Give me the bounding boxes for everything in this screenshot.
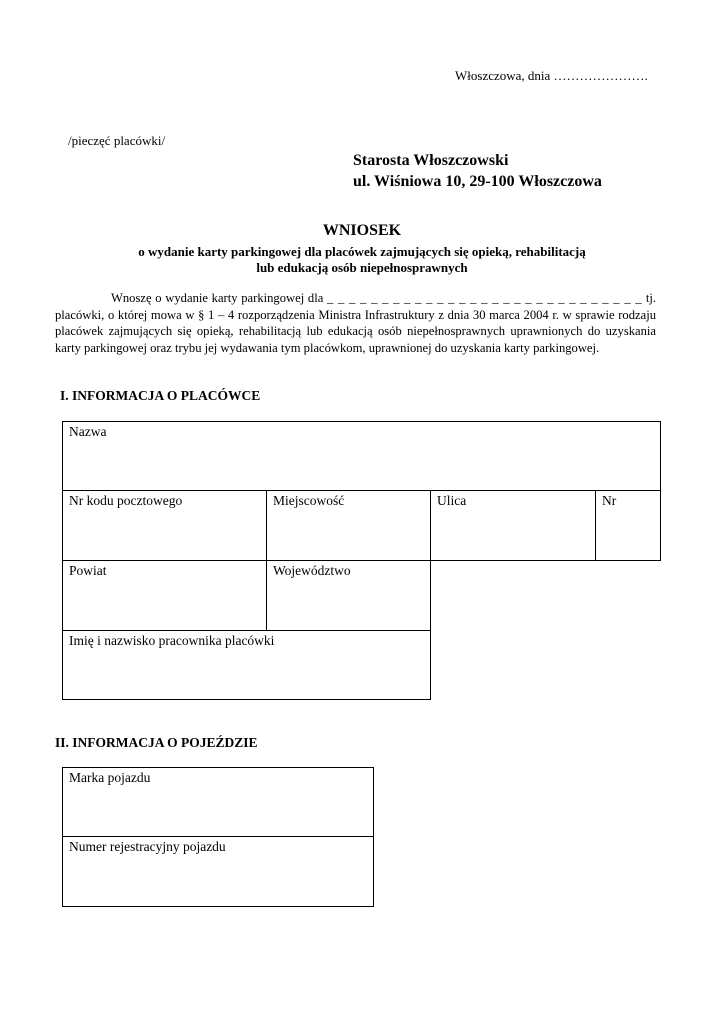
- request-legal-basis: tj. placówki, o której mowa w § 1 – 4 rozporządzenia Ministra Infrastruktury z dnia 30 marca 2004 r. w sprawie rodzaju placówek zajmujących się opieką, rehabilitacją lub edukacją osób niepełnosprawnych uprawnionych do uzyskania karty parkingowej oraz trybu jej wydawania tym placówkom, uprawnionej do uzyskania karty parkingowej.: [55, 291, 656, 355]
- request-lead: Wnoszę o wydanie karty parkingowej dla: [111, 291, 324, 305]
- employee-name-label: Imię i nazwisko pracownika placówki: [69, 633, 275, 648]
- postal-code-label: Nr kodu pocztowego: [69, 493, 183, 508]
- addressee: [353, 150, 602, 192]
- date-line: Włoszczowa, dnia ………………….: [455, 68, 648, 83]
- town-field[interactable]: [266, 490, 431, 561]
- county-label: Powiat: [69, 563, 107, 578]
- vehicle-make-field[interactable]: [62, 767, 374, 837]
- subtitle-line-2: lub edukacją osób niepełnosprawnych: [256, 260, 468, 275]
- section-facility-heading: I. INFORMACJA O PLACÓWCE: [60, 388, 261, 403]
- postal-code-field[interactable]: [62, 490, 267, 561]
- voivodeship-label: Województwo: [273, 563, 351, 578]
- addressee-name: Starosta Włoszczowski: [353, 152, 509, 169]
- street-label: Ulica: [437, 493, 467, 508]
- facility-name-field[interactable]: [62, 421, 661, 491]
- addressee-address: ul. Wiśniowa 10, 29-100 Włoszczowa: [353, 173, 602, 190]
- street-field[interactable]: [430, 490, 596, 561]
- facility-name-blank[interactable]: _ _ _ _ _ _ _ _ _ _ _ _ _ _ _ _ _ _ _ _ _ _ _ _ _ _ _ _ _: [327, 291, 643, 305]
- stamp-label: /pieczęć placówki/: [68, 133, 166, 148]
- section-vehicle-heading: II. INFORMACJA O POJEŹDZIE: [55, 735, 258, 750]
- employee-name-field[interactable]: [62, 630, 431, 700]
- document-title: WNIOSEK: [322, 222, 402, 239]
- registration-number-field[interactable]: [62, 836, 374, 907]
- town-label: Miejscowość: [273, 493, 345, 508]
- house-number-label: Nr: [602, 493, 617, 508]
- vehicle-make-label: Marka pojazdu: [69, 770, 151, 785]
- subtitle-line-1: o wydanie karty parkingowej dla placówek zajmujących się opieką, rehabilitacją: [138, 244, 586, 259]
- voivodeship-field[interactable]: [266, 560, 431, 631]
- county-field[interactable]: [62, 560, 267, 631]
- document-subtitle: [0, 244, 724, 276]
- request-paragraph: [55, 290, 656, 356]
- facility-name-label: Nazwa: [69, 424, 107, 439]
- registration-number-label: Numer rejestracyjny pojazdu: [69, 839, 226, 854]
- house-number-field[interactable]: [595, 490, 661, 561]
